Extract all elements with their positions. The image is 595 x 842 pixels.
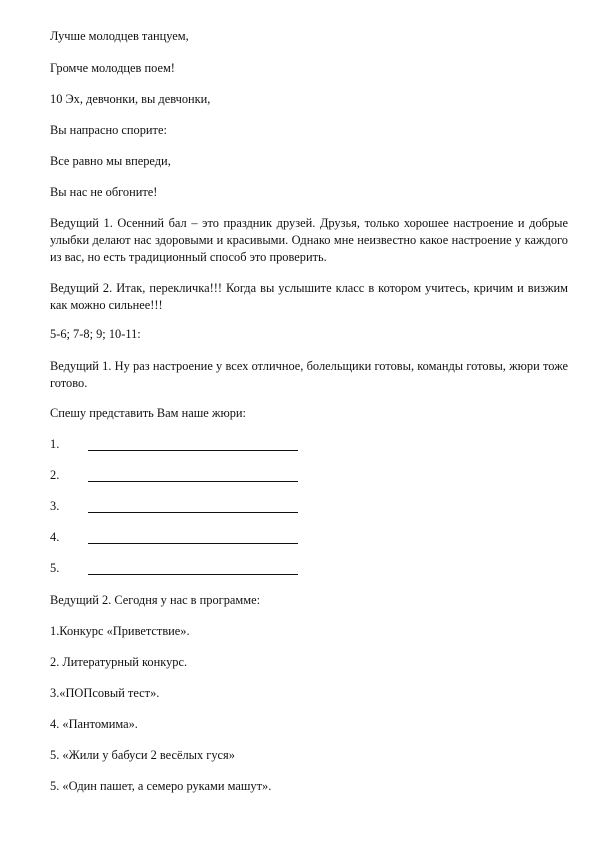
- poem-line-2: Громче молодцев поем!: [50, 61, 175, 75]
- poem-line-4: Вы напрасно спорите:: [50, 123, 167, 137]
- poem-line-3: 10 Эх, девчонки, вы девчонки,: [50, 92, 211, 106]
- poem-line-5: Все равно мы впереди,: [50, 154, 171, 168]
- host1-ready-paragraph: Ведущий 1. Ну раз настроение у всех отличное, болельщики готовы, команды готовы, жюри тоже готово.: [50, 359, 568, 390]
- jury-blank-line-2: [88, 481, 298, 482]
- jury-number-3: 3.: [50, 499, 60, 513]
- program-item: 2. Литературный конкурс.: [50, 655, 188, 669]
- host2-rollcall-paragraph: Ведущий 2. Итак, перекличка!!! Когда вы услышите класс в котором учитесь, кричим и визжим как можно сильнее!!!: [50, 281, 568, 312]
- host1-intro-paragraph: Ведущий 1. Осенний бал – это праздник друзей. Друзья, только хорошее настроение и добрые улыбки делают нас здоровыми и красивыми. Однако мне неизвестно какое настроение у каждого из вас, но есть традиционный способ это проверить.: [50, 216, 568, 264]
- program-item: 5. «Один пашет, а семеро руками машут».: [50, 779, 272, 793]
- poem-line-6: Вы нас не обгоните!: [50, 185, 158, 199]
- jury-blank-line-1: [88, 450, 298, 451]
- program-item: 4. «Пантомима».: [50, 717, 138, 731]
- jury-number-5: 5.: [50, 561, 60, 575]
- program-item: 5. «Жили у бабуси 2 весёлых гуся»: [50, 748, 235, 762]
- program-item: 1.Конкурс «Приветствие».: [50, 624, 190, 638]
- jury-blank-line-5: [88, 574, 298, 575]
- jury-number-2: 2.: [50, 468, 60, 482]
- program-item: 3.«ПОПсовый тест».: [50, 686, 160, 700]
- poem-line-1: Лучше молодцев танцуем,: [50, 29, 189, 43]
- host2-program-intro: Ведущий 2. Сегодня у нас в программе:: [50, 593, 261, 607]
- jury-blank-line-4: [88, 543, 298, 544]
- jury-intro: Спешу представить Вам наше жюри:: [50, 406, 246, 420]
- jury-number-4: 4.: [50, 530, 60, 544]
- jury-number-1: 1.: [50, 437, 60, 451]
- classes-line: 5-6; 7-8; 9; 10-11:: [50, 327, 141, 341]
- jury-blank-line-3: [88, 512, 298, 513]
